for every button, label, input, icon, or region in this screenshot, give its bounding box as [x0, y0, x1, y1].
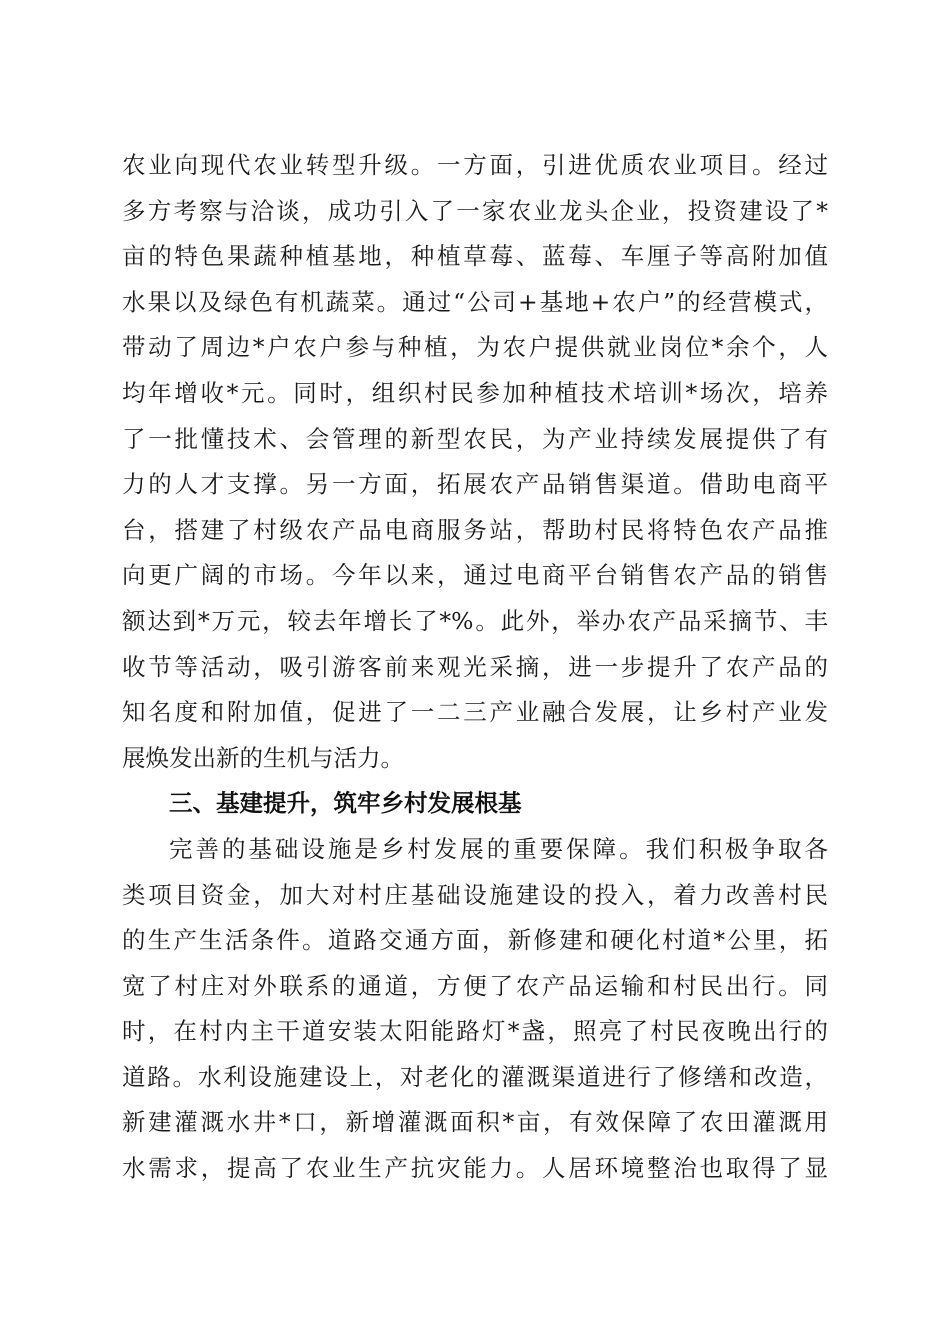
- text-line: 额达到*万元，较去年增长了*%。此外，举办农产品采摘节、丰: [122, 606, 828, 635]
- document-body: [122, 143, 828, 1192]
- text-line: 了一批懂技术、会管理的新型农民，为产业持续发展提供了有: [122, 424, 828, 453]
- text-line: 道路。水利设施建设上，对老化的灌溉渠道进行了修缮和改造，: [122, 1062, 828, 1091]
- paragraph-agriculture: [122, 143, 828, 781]
- text-line: 带动了周边*户农户参与种植，为农户提供就业岗位*余个，人: [122, 333, 828, 362]
- text-line: 新建灌溉水井*口，新增灌溉面积*亩，有效保障了农田灌溉用: [122, 1108, 828, 1137]
- text-line: 多方考察与洽谈，成功引入了一家农业龙头企业，投资建设了*: [122, 196, 828, 225]
- text-line: 台，搭建了村级农产品电商服务站，帮助村民将特色农产品推: [122, 515, 828, 544]
- text-line: 收节等活动，吸引游客前来观光采摘，进一步提升了农产品的: [122, 652, 828, 681]
- text-line: 水需求，提高了农业生产抗灾能力。人居环境整治也取得了显: [122, 1154, 828, 1183]
- text-line: 向更广阔的市场。今年以来，通过电商平台销售农产品的销售: [122, 561, 828, 590]
- text-line: 类项目资金，加大对村庄基础设施建设的投入，着力改善村民: [122, 880, 828, 909]
- text-line: 农业向现代农业转型升级。一方面，引进优质农业项目。经过: [122, 151, 828, 179]
- text-line: 水果以及绿色有机蔬菜。通过“公司+基地+农户”的经营模式，: [122, 287, 828, 316]
- text-line: 力的人才支撑。另一方面，拓展农产品销售渠道。借助电商平: [122, 470, 828, 499]
- paragraph-infrastructure: [122, 827, 828, 1192]
- text-line: 完善的基础设施是乡村发展的重要保障。我们积极争取各: [169, 834, 828, 863]
- text-line: 的生产生活条件。道路交通方面，新修建和硬化村道*公里，拓: [122, 926, 828, 955]
- text-line: 均年增收*元。同时，组织村民参加种植技术培训*场次，培养: [122, 378, 828, 407]
- text-line: 知名度和附加值，促进了一二三产业融合发展，让乡村产业发: [122, 698, 828, 727]
- text-line: 时，在村内主干道安装太阳能路灯*盏，照亮了村民夜晚出行的: [122, 1017, 828, 1046]
- text-line: 亩的特色果蔬种植基地，种植草莓、蓝莓、车厘子等高附加值: [122, 242, 828, 271]
- text-line: 宽了村庄对外联系的通道，方便了农产品运输和村民出行。同: [122, 971, 828, 1000]
- text-line: 展焕发出新的生机与活力。: [122, 743, 404, 772]
- section-heading: 三、基建提升，筑牢乡村发展根基: [169, 789, 522, 818]
